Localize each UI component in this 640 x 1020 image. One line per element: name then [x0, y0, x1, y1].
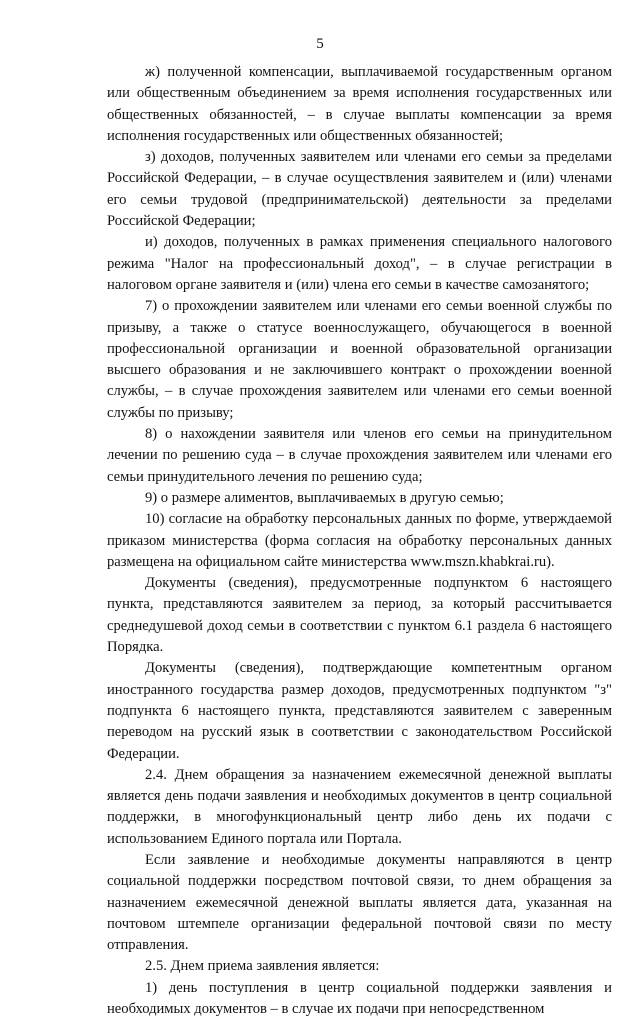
- paragraph-documents-period: Документы (сведения), предусмотренные подпунктом 6 настоящего пункта, представляются заявителем за период, за который рассчитывается среднедушевой доход семьи в соответствии с пунктом 6.1 раздела 6 настоящего Порядка.: [107, 575, 612, 656]
- paragraph-item-7: 7) о прохождении заявителем или членами его семьи военной службы по призыву, а также о статусе военнослужащего, обучающегося в военной профессиональной организации и военной образовательной организации высшего образования и не заключившего контракт о прохождении военной службы, – в случае прохождения заявителем или членами его семьи военной службы по призыву;: [107, 298, 612, 421]
- paragraph-section-2-4: 2.4. Днем обращения за назначением ежемесячной денежной выплаты является день подачи заявления и необходимых документов в центр социальной поддержки, в многофункциональный центр либо день их подачи с использованием Единого портала или Портала.: [107, 766, 612, 847]
- paragraph-2-5-item-1: 1) день поступления в центр социальной поддержки заявления и необходимых документов – в случае их подачи при непосредственном: [107, 979, 612, 1018]
- page-number: 5: [316, 36, 324, 52]
- paragraph-item-zh: ж) полученной компенсации, выплачиваемой государственным органом или общественным объединением за время исполнения государственных или общественных обязанностей, – в случае выплаты компенсации за время исполнения государственных или общественных обязанностей;: [107, 64, 612, 144]
- paragraph-section-2-5: 2.5. Днем приема заявления является:: [145, 958, 380, 975]
- document-body: [107, 62, 612, 1020]
- paragraph-documents-foreign: Документы (сведения), подтверждающие компетентным органом иностранного государства размер доходов, предусмотренных подпунктом "з" подпункта 6 настоящего пункта, представляются заявителем с заверенным переводом на русский язык в соответствии с законодательством Российской Федерации.: [107, 660, 612, 762]
- paragraph-item-z: з) доходов, полученных заявителем или членами его семьи за пределами Российской Федерации, – в случае осуществления заявителем и (или) членами его семьи трудовой (предпринимательской) деятельности за пределами Российской Федерации;: [107, 149, 612, 230]
- paragraph-item-9: 9) о размере алиментов, выплачиваемых в другую семью;: [145, 489, 504, 506]
- paragraph-item-i: и) доходов, полученных в рамках применения специального налогового режима "Налог на профессиональный доход", – в случае регистрации в налоговом органе заявителя и (или) члена его семьи в качестве самозанятого;: [107, 234, 612, 293]
- paragraph-item-10: 10) согласие на обработку персональных данных по форме, утверждаемой приказом министерства (форма согласия на обработку персональных данных размещена на официальном сайте министерства www.mszn.khabkrai.ru).: [107, 511, 612, 570]
- paragraph-item-8: 8) о нахождении заявителя или членов его семьи на принудительном лечении по решению суда – в случае прохождения заявителем или членами его семьи принудительного лечения по решению суда;: [107, 426, 612, 485]
- paragraph-postal: Если заявление и необходимые документы направляются в центр социальной поддержки посредством почтовой связи, то днем обращения за назначением ежемесячной денежной выплаты является дата, указанная на почтовом штемпеле организации федеральной почтовой связи по месту отправления.: [107, 851, 612, 954]
